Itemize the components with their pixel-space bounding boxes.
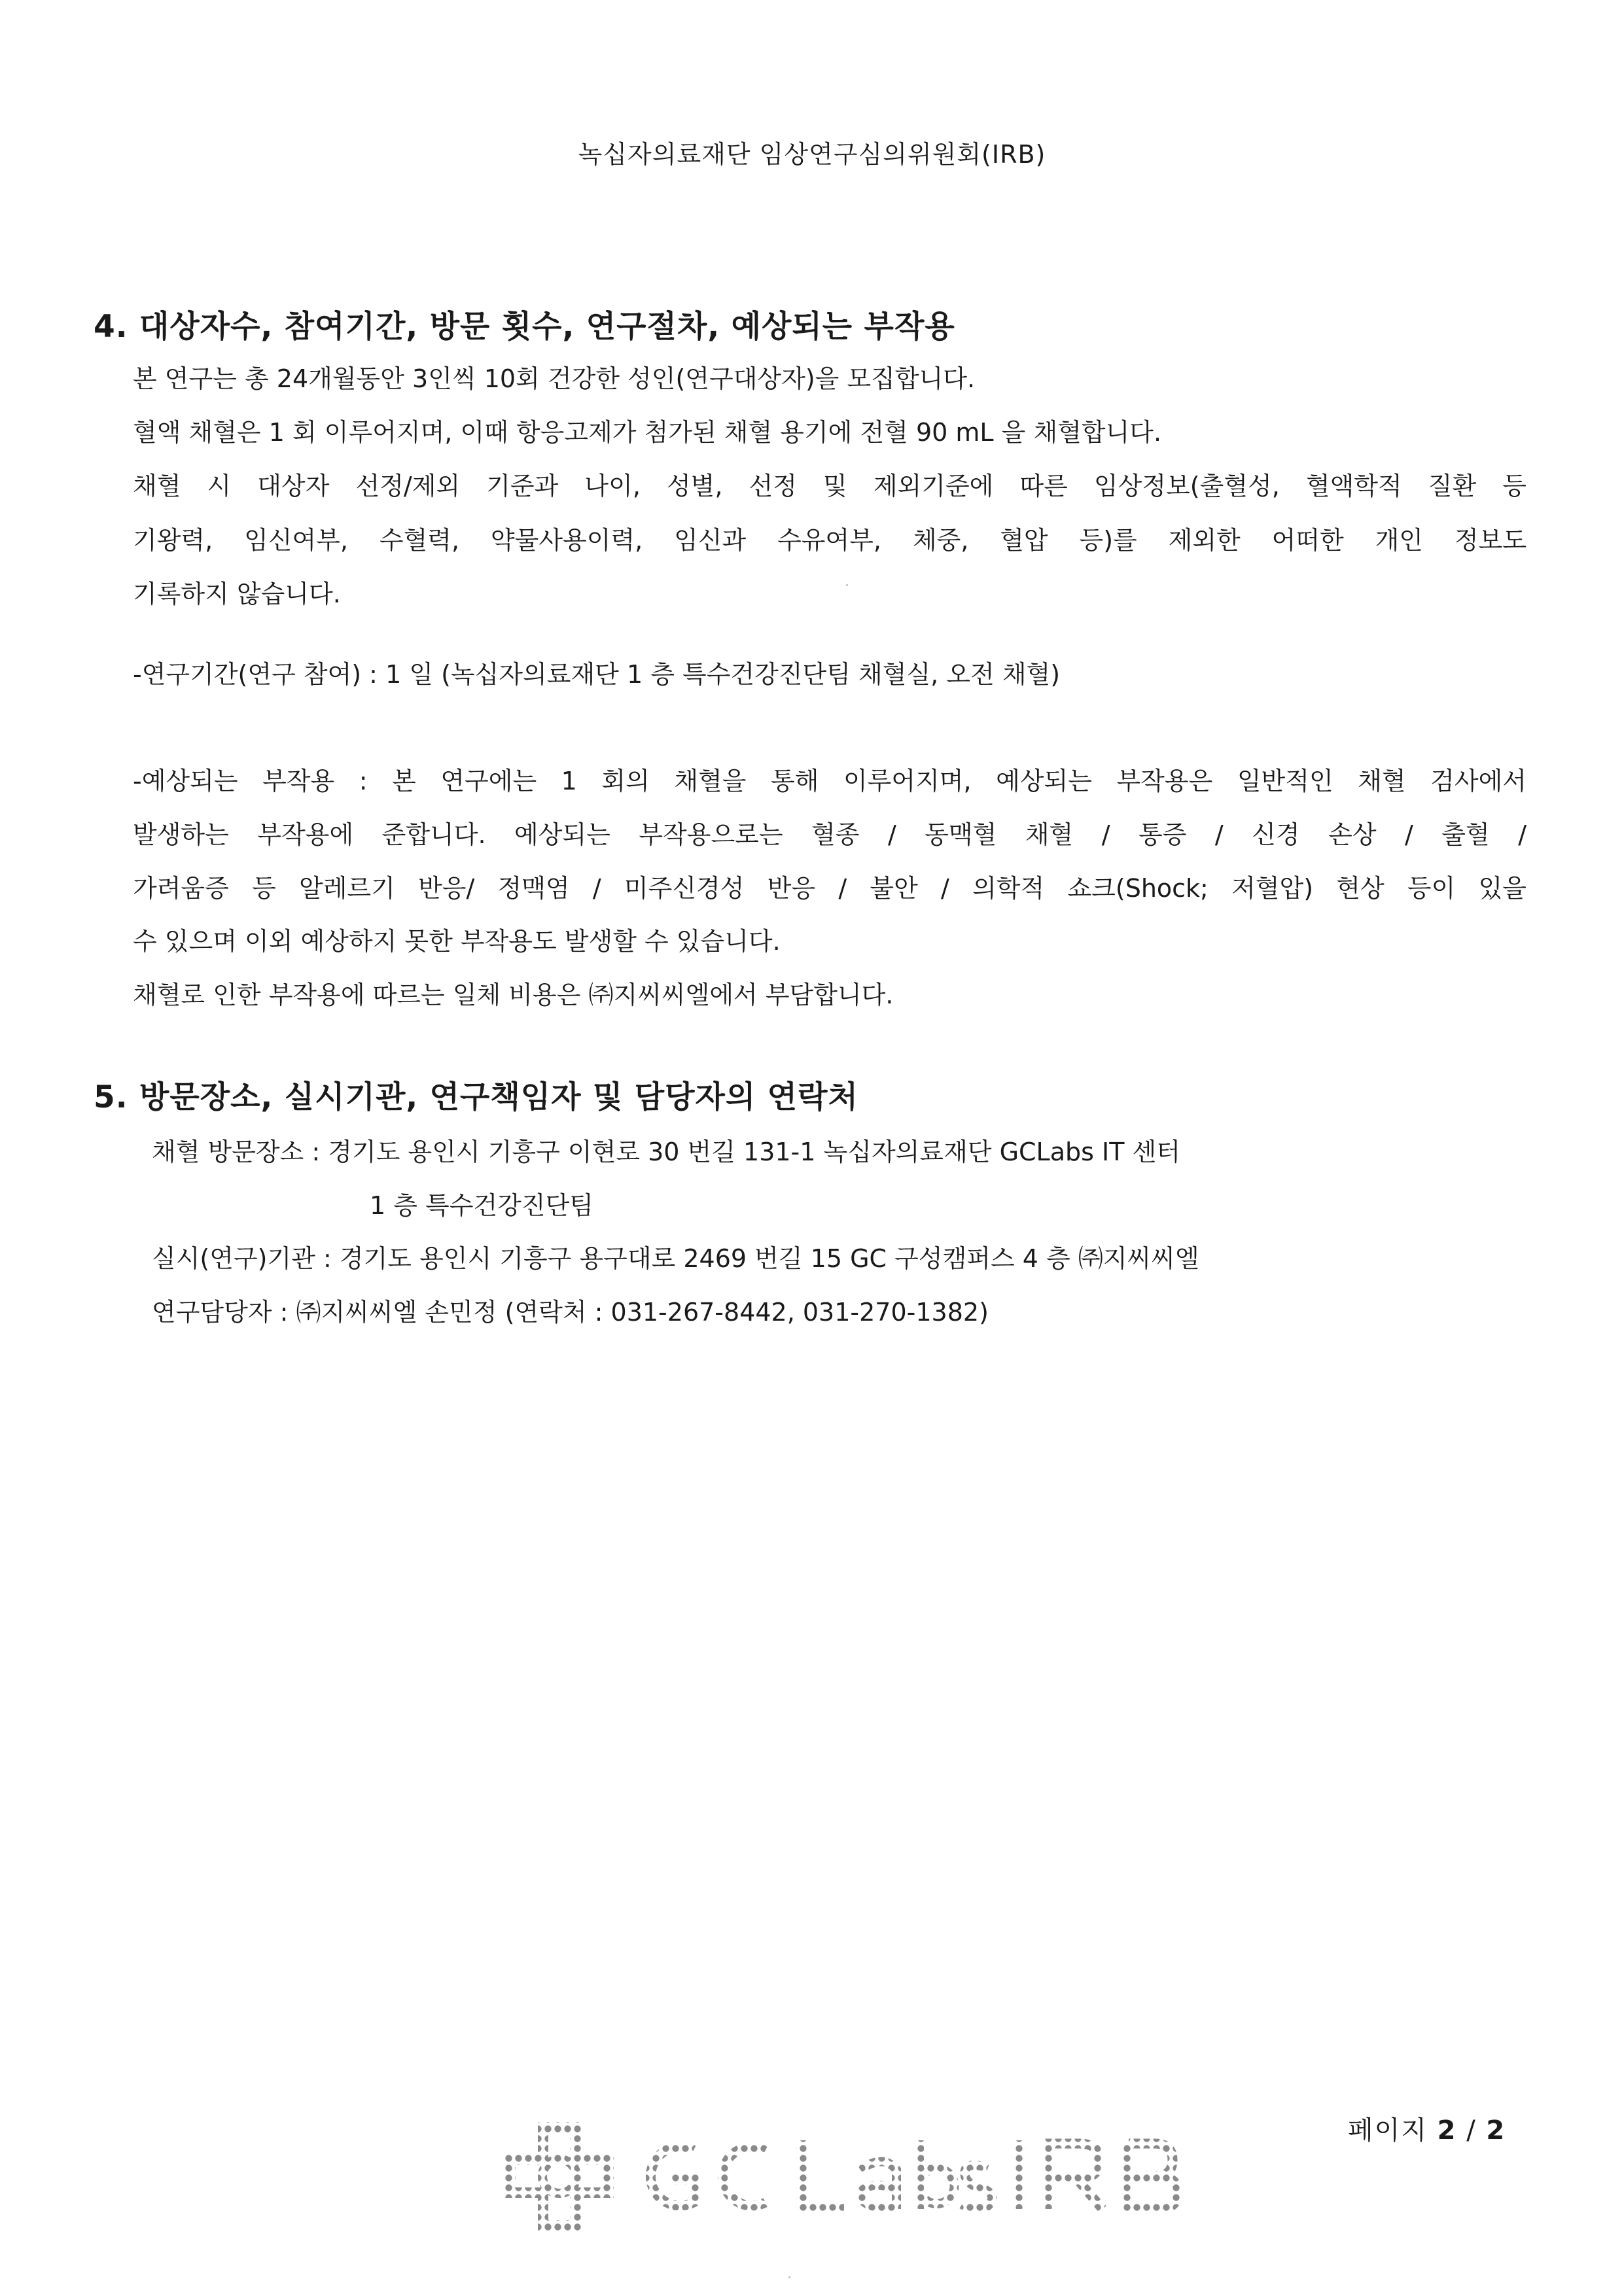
page-number (1348, 2110, 1506, 2147)
section-4-paragraph-3-line-1: 채혈 시 대상자 선정/제외 기준과 나이, 성별, 선정 및 제외기준에 따른 임상정보(출혈성, 혈액학적 질환 등 (133, 472, 1527, 500)
side-effects-line-2: 발생하는 부작용에 준합니다. 예상되는 부작용으로는 혈종 / 동맥혈 채혈 / 통증 / 신경 손상 / 출혈 / (133, 820, 1527, 849)
section-4-paragraph-3-line-2: 기왕력, 임신여부, 수혈력, 약물사용이력, 임신과 수유여부, 체중, 혈압 등)를 제외한 어떠한 개인 정보도 (133, 526, 1527, 555)
document-header: 녹십자의료재단 임상연구심의위원회(IRB) (578, 140, 1046, 169)
visit-location-line-1: 채혈 방문장소 : 경기도 용인시 기흥구 이현로 30 번길 131-1 녹십자의료재단 GCLabs IT 센터 (152, 1138, 1180, 1166)
study-period-line: -연구기간(연구 참여) : 1 일 (녹십자의료재단 1 층 특수건강진단팀 채혈실, 오전 채혈) (133, 660, 1061, 689)
page-separator: / (1456, 2115, 1487, 2146)
section-5-title: 5. 방문장소, 실시기관, 연구책임자 및 담당자의 연락처 (94, 1079, 858, 1115)
side-effects-line-3: 가려움증 등 알레르기 반응/ 정맥염 / 미주신경성 반응 / 불안 / 의학적 쇼크(Shock; 저혈압) 현상 등이 있을 (133, 874, 1527, 903)
page-label: 페이지 (1348, 2115, 1438, 2146)
page-current: 2 (1437, 2115, 1457, 2146)
gclabs-irb-logo (504, 2114, 1210, 2238)
institution-line: 실시(연구)기관 : 경기도 용인시 기흥구 용구대로 2469 번길 15 GC 구성캠퍼스 4 층 ㈜지씨씨엘 (152, 1244, 1199, 1273)
cost-statement: 채혈로 인한 부작용에 따르는 일체 비용은 ㈜지씨씨엘에서 부담합니다. (133, 981, 894, 1009)
page-total: 2 (1486, 2115, 1506, 2146)
scan-speck (846, 584, 848, 586)
visit-location-line-2: 1 층 특수건강진단팀 (370, 1191, 593, 1220)
section-4-paragraph-2: 혈액 채혈은 1 회 이루어지며, 이때 항응고제가 첨가된 채혈 용기에 전혈 90 mL 을 채혈합니다. (133, 418, 1162, 447)
section-4-paragraph-1: 본 연구는 총 24개월동안 3인씩 10회 건강한 성인(연구대상자)을 모집합니다. (133, 364, 976, 393)
section-4-paragraph-3-line-3: 기록하지 않습니다. (133, 580, 341, 608)
side-effects-line-4: 수 있으며 이외 예상하지 못한 부작용도 발생할 수 있습니다. (133, 927, 781, 956)
scan-speck (788, 2276, 790, 2278)
side-effects-line-1: -예상되는 부작용 : 본 연구에는 1 회의 채혈을 통해 이루어지며, 예상되는 부작용은 일반적인 채혈 검사에서 (133, 767, 1527, 795)
section-4-title: 4. 대상자수, 참여기간, 방문 횟수, 연구절차, 예상되는 부작용 (94, 309, 955, 345)
contact-line: 연구담당자 : ㈜지씨씨엘 손민정 (연락처 : 031-267-8442, 031-270-1382) (152, 1298, 989, 1327)
